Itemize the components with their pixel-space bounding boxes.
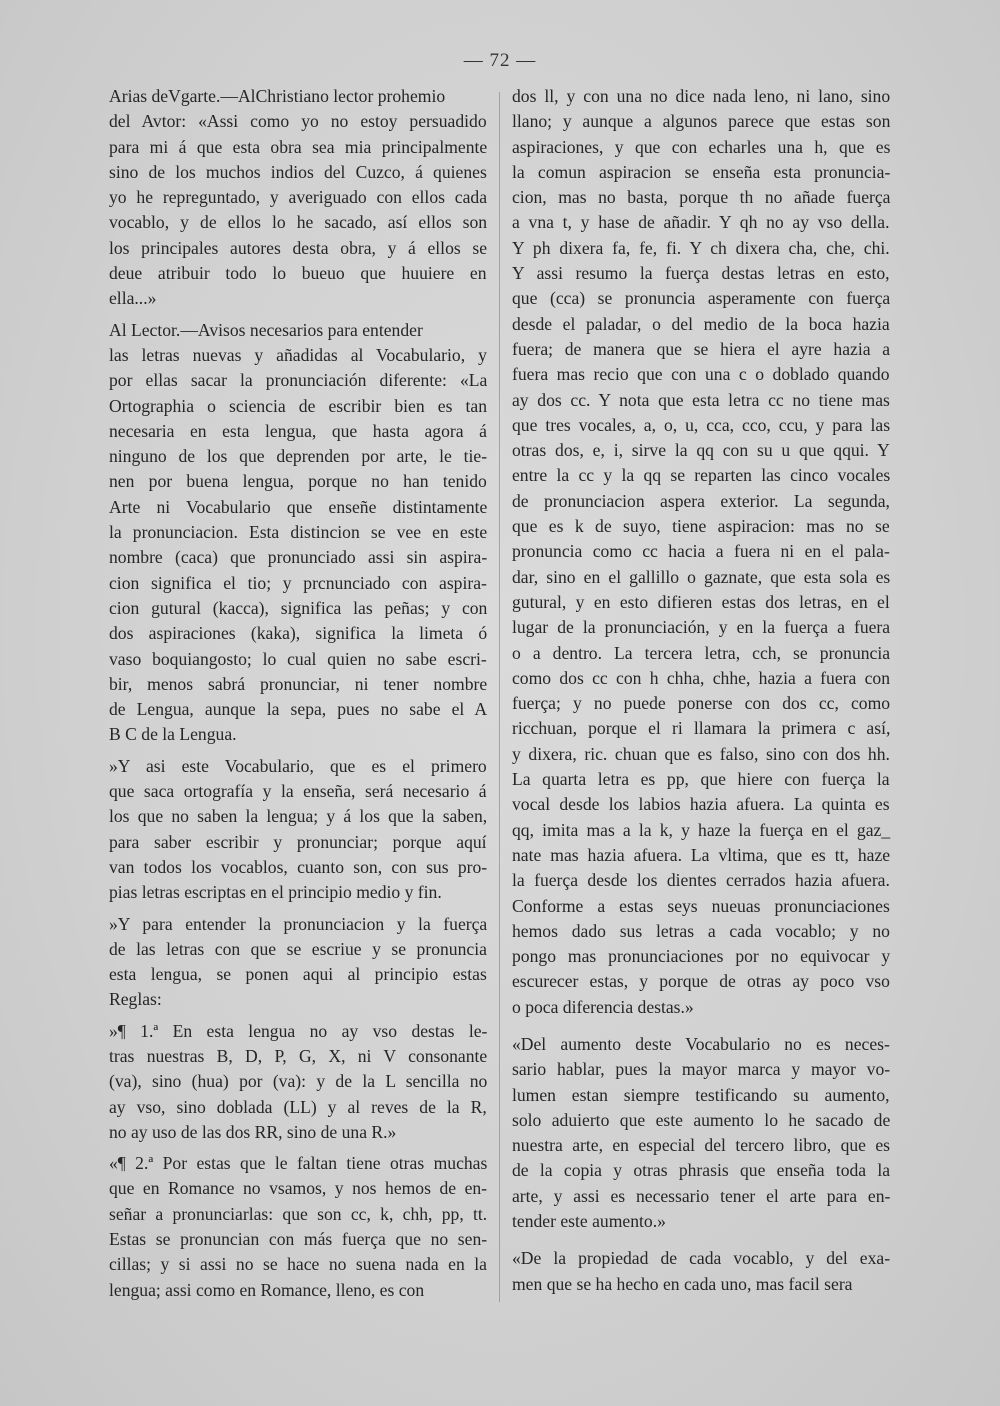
paragraph-gap — [512, 1020, 890, 1032]
text-line: ricchuan, porque el ri llamara la primera c así, — [512, 718, 891, 739]
text-line: necesaria en esta lengua, que hasta agora á — [109, 420, 487, 441]
paragraph — [109, 1019, 487, 1145]
text-line: sino de los muchos indios del Cuzco, á quienes — [109, 161, 487, 182]
text-line: qq, imita mas a la k, y haze la fuerça en el gaz_ — [512, 819, 891, 840]
text-line: vocablo, y de ellos lo he sacado, así ellos son — [109, 212, 488, 233]
text-line: van todos los vocablos, cuanto son, con sus pro- — [109, 856, 488, 877]
text-line: Y ph dixera fa, fe, fi. Y ch dixera cha, che, chi. — [512, 237, 890, 258]
text-line: de pronunciacion aspera exterior. La segunda, — [512, 490, 890, 511]
column-divider — [499, 92, 500, 1302]
text-line: y dixera, ric. chuan que es falso, sino con dos hh. — [512, 743, 890, 764]
text-line: vaso boquiangosto; lo cual quien no sabe escri- — [109, 648, 487, 669]
text-line: ay vso, sino doblada (LL) y al reves de la R, — [109, 1096, 487, 1117]
text-line: Ortographia o sciencia de escribir bien es tan — [109, 395, 488, 416]
text-line: hemos dado sus letras a cada vocablo; y no — [512, 920, 890, 941]
text-line: pronuncia como cc hacia a fuera ni en el pala- — [512, 541, 890, 562]
text-line: men que se ha hecho en cada uno, mas facil sera — [512, 1273, 853, 1294]
text-line: «De la propiedad de cada vocablo, y del exa- — [512, 1248, 891, 1269]
text-line: solo aduierto que este aumento lo he sacado de — [512, 1109, 891, 1130]
text-line: fuera; de manera que se hiera el ayre hazia a — [512, 338, 891, 359]
text-line: fuera mas recio que con una c o doblado quando — [512, 364, 890, 385]
text-line: «¶ 2.ª Por estas que le faltan tiene otras muchas — [109, 1153, 488, 1174]
text-line: la pronunciacion. Esta distincion se vee en este — [109, 522, 488, 543]
text-line: cillas; y si assi no se hace no suena nada en la — [109, 1254, 487, 1275]
text-line: vocal desde los labios hazia afuera. La quinta es — [512, 794, 890, 815]
text-line: que en Romance no vsamos, y nos hemos de en- — [109, 1178, 488, 1199]
text-line: fuerça; y no puede ponerse con dos cc, como — [512, 693, 891, 714]
text-line: «Del aumento deste Vocabulario no es neces- — [512, 1033, 890, 1054]
text-line: de las letras con que se escriue y se pronuncia — [109, 938, 487, 959]
text-line: tender este aumento.» — [512, 1211, 666, 1232]
text-line: Reglas: — [109, 989, 162, 1010]
text-line: Arte ni Vocabulario que enseñe distintamente — [109, 496, 488, 517]
text-line: B C de la Lengua. — [109, 724, 237, 745]
text-line: pias letras escriptas en el principio medio y fin. — [109, 882, 442, 903]
right-column — [512, 84, 890, 1297]
text-line: señar a pronunciarlas: que son cc, k, chh, pp, tt. — [109, 1203, 488, 1224]
text-line: lengua; assi como en Romance, lleno, es con — [109, 1279, 425, 1300]
text-line: Conforme a estas seys nueuas pronunciaciones — [512, 895, 890, 916]
page-number: — 72 — — [463, 50, 537, 71]
text-line: »¶ 1.ª En esta lengua no ay vso destas le- — [109, 1020, 488, 1041]
text-line: o poca diferencia destas.» — [512, 996, 694, 1017]
text-line: la fuerça desde los dientes cerrados hazia afuera. — [512, 870, 890, 891]
text-line: dos aspiraciones (kaka), significa la limeta ó — [109, 623, 488, 644]
text-line: nen por buena lengua, porque no han tenido — [109, 471, 487, 492]
text-line: nombre (caca) que pronunciado assi sin aspira- — [109, 547, 488, 568]
text-line: (va), sino (hua) por (va): y de la L sencilla no — [109, 1071, 488, 1092]
text-line: no ay uso de las dos RR, sino de una R.» — [109, 1121, 397, 1142]
text-line: aspiraciones, y que con echarles una h, que es — [512, 136, 891, 157]
paragraph — [512, 1246, 890, 1297]
text-line: Arias deVgarte.—AlChristiano lector prohemio — [109, 86, 446, 106]
text-line: del Avtor: «Assi como yo no estoy persuadido — [109, 111, 487, 132]
text-line: de la copia y otras phrasis que enseña toda la — [512, 1160, 891, 1181]
text-line: La quarta letra es pp, que hiere con fuerça la — [512, 769, 890, 790]
text-line: lugar de la pronunciación, y en la fuerça a fuera — [512, 617, 891, 638]
text-line: lumen estan siempre testificando su aumento, — [512, 1084, 890, 1105]
text-line: otras dos, e, i, sirve la qq con su u que qqui. Y — [512, 440, 890, 461]
text-line: Y assi resumo la fuerça destas letras en esto, — [512, 263, 890, 284]
text-line: desde el paladar, o del medio de la boca hazia — [512, 313, 890, 334]
text-line: gutural, y en esto difieren estas dos letras, en el — [512, 591, 890, 612]
text-line: por ellas sacar la pronunciación diferente: «La — [109, 370, 488, 391]
text-line: dar, sino en el gallillo o gaznate, que esta sola es — [512, 566, 891, 587]
text-line: entre la cc y la qq se reparten las cinco vocales — [512, 465, 891, 486]
text-line: ay dos cc. Y nota que esta letra cc no tiene mas — [512, 389, 890, 410]
text-line: cion gutural (kacca), significa las peñas; y con — [109, 597, 488, 618]
text-line: ella...» — [109, 288, 157, 309]
text-line: ninguno de los que deprenden por arte, le tie- — [109, 446, 488, 467]
text-line: dos ll, y con una no dice nada leno, ni lano, sino — [512, 86, 891, 106]
text-line: cion significa el tio; y prcnunciado con aspira- — [109, 572, 487, 593]
text-line: de Lengua, aunque la sepa, pues no sabe el A — [109, 699, 488, 720]
text-line: que saca ortografía y la enseña, será necesario á — [109, 781, 487, 802]
text-line: que (cca) se pronuncia asperamente con fuerça — [512, 288, 891, 309]
text-line: como dos cc con h chha, chhe, hazia a fuera con — [512, 667, 891, 688]
text-line: pongo mas pronunciaciones por no equivocar y — [512, 946, 891, 967]
text-line: que tres vocales, a, o, u, cca, cco, ccu, y para las — [512, 414, 891, 435]
text-line: Estas se pronuncian con más fuerça que no sen- — [109, 1229, 488, 1250]
text-line: sario hablar, pues la mayor marca y mayor vo- — [512, 1059, 891, 1080]
text-line: llano; y aunque a algunos parece que estas son — [512, 111, 891, 132]
left-column — [109, 84, 487, 1303]
text-line: yo he repreguntado, y averiguado con ellos cada — [109, 187, 488, 208]
text-line: los que no saben la lengua; y á los que la saben, — [109, 806, 488, 827]
text-line: a vna t, y hase de añadir. Y qh no ay vso della. — [512, 212, 890, 233]
paragraph-gap — [512, 1234, 890, 1246]
paragraph — [512, 84, 890, 1020]
text-line: Al Lector.—Avisos necesarios para entender — [109, 319, 423, 340]
paragraph — [109, 754, 487, 906]
paragraph — [109, 1151, 487, 1303]
text-line: los principales autores desta obra, y á ellos se — [109, 237, 488, 258]
text-line: para mi á que esta obra sea mia principalmente — [109, 136, 488, 157]
text-line: cion, mas no basta, porque th no añade fuerça — [512, 187, 891, 208]
paragraph — [109, 912, 487, 1013]
text-line: para saber escribir y pronunciar; porque aquí — [109, 831, 487, 852]
paragraph — [109, 318, 487, 748]
text-line: que es k de suyo, tiene aspiracion: mas no se — [512, 516, 890, 537]
text-line: deue atribuir todo lo bueuo que huuiere en — [109, 263, 487, 284]
text-line: arte, y assi es necessario tener el arte para en- — [512, 1185, 891, 1206]
text-line: nuestra arte, en especial del tercero libro, que es — [512, 1135, 891, 1156]
text-line: escurecer estas, y porque de otras ay poco vso — [512, 971, 890, 992]
text-line: las letras nuevas y añadidas al Vocabulario, y — [109, 344, 487, 365]
text-line: bir, menos sabrá pronunciar, ni tener nombre — [109, 673, 488, 694]
paragraph — [109, 84, 487, 312]
text-line: o a dentro. La tercera letra, cch, se pronuncia — [512, 642, 891, 663]
text-line: »Y para entender la pronunciacion y la fuerça — [109, 913, 488, 934]
paragraph — [512, 1032, 890, 1234]
text-line: tras nuestras B, D, P, G, X, ni V consonante — [109, 1045, 488, 1066]
text-line: »Y asi este Vocabulario, que es el primero — [109, 755, 487, 776]
text-line: nate mas hazia afuera. La vltima, que es tt, haze — [512, 844, 891, 865]
text-line: la comun aspiracion se enseña esta pronuncia- — [512, 161, 891, 182]
text-line: esta lengua, se ponen aqui al principio estas — [109, 964, 487, 985]
